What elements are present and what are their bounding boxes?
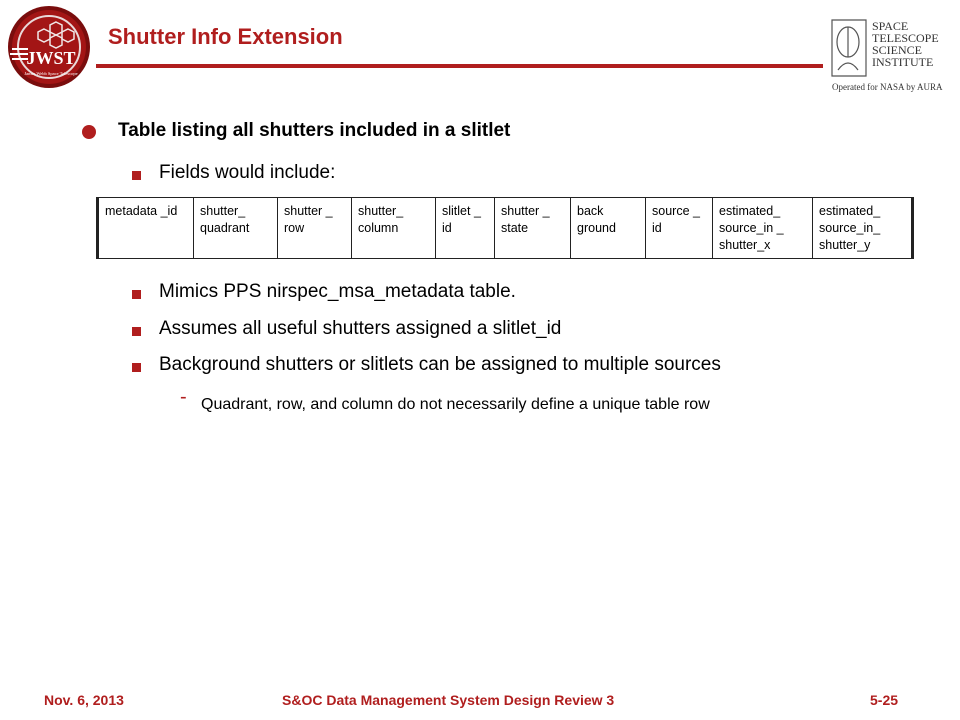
table-cell: shutter_ quadrant [194, 198, 278, 259]
stsci-line1: SPACE [872, 19, 909, 33]
square-bullet-icon [132, 363, 141, 372]
sub-bullet-text: Quadrant, row, and column do not necessarily define a unique table row [201, 396, 710, 413]
jwst-logo [6, 4, 92, 90]
table-cell: estimated_ source_in _ shutter_x [713, 198, 813, 259]
list-item-text: Assumes all useful shutters assigned a slitlet_id [159, 318, 562, 339]
table-cell: shutter_ column [352, 198, 436, 259]
jwst-logo-caption: James Webb Space Telescope [24, 71, 78, 76]
table-cell: estimated_ source_in_ shutter_y [813, 198, 913, 259]
table-cell: metadata _id [98, 198, 194, 259]
footer-date: Nov. 6, 2013 [44, 692, 124, 708]
footer-title: S&OC Data Management System Design Review 3 [282, 692, 615, 708]
footer-page-number: 5-25 [870, 692, 899, 708]
list-item-text: Background shutters or slitlets can be assigned to multiple sources [159, 354, 721, 375]
table-row [98, 198, 913, 259]
stsci-tagline: Operated for NASA by AURA [832, 82, 943, 92]
stsci-line2: TELESCOPE [872, 31, 939, 45]
main-bullet-text: Table listing all shutters included in a slitlet [118, 120, 511, 141]
square-bullet-icon [132, 290, 141, 299]
table-cell: source _ id [646, 198, 713, 259]
table-cell: shutter _ row [278, 198, 352, 259]
page-title: Shutter Info Extension [108, 24, 343, 49]
title-divider [96, 64, 823, 68]
dash-bullet-icon: - [180, 386, 187, 408]
bullet-dot-icon [82, 125, 96, 139]
list-item-text: Mimics PPS nirspec_msa_metadata table. [159, 281, 516, 302]
stsci-line4: INSTITUTE [872, 55, 934, 69]
stsci-logo [826, 12, 954, 96]
stsci-line3: SCIENCE [872, 43, 923, 57]
square-bullet-icon [132, 171, 141, 180]
table-cell: slitlet _ id [436, 198, 495, 259]
table-cell: back ground [571, 198, 646, 259]
jwst-logo-text: JWST [26, 48, 76, 68]
fields-intro-text: Fields would include: [159, 162, 336, 183]
fields-table [96, 197, 914, 259]
table-cell: shutter _ state [495, 198, 571, 259]
square-bullet-icon [132, 327, 141, 336]
